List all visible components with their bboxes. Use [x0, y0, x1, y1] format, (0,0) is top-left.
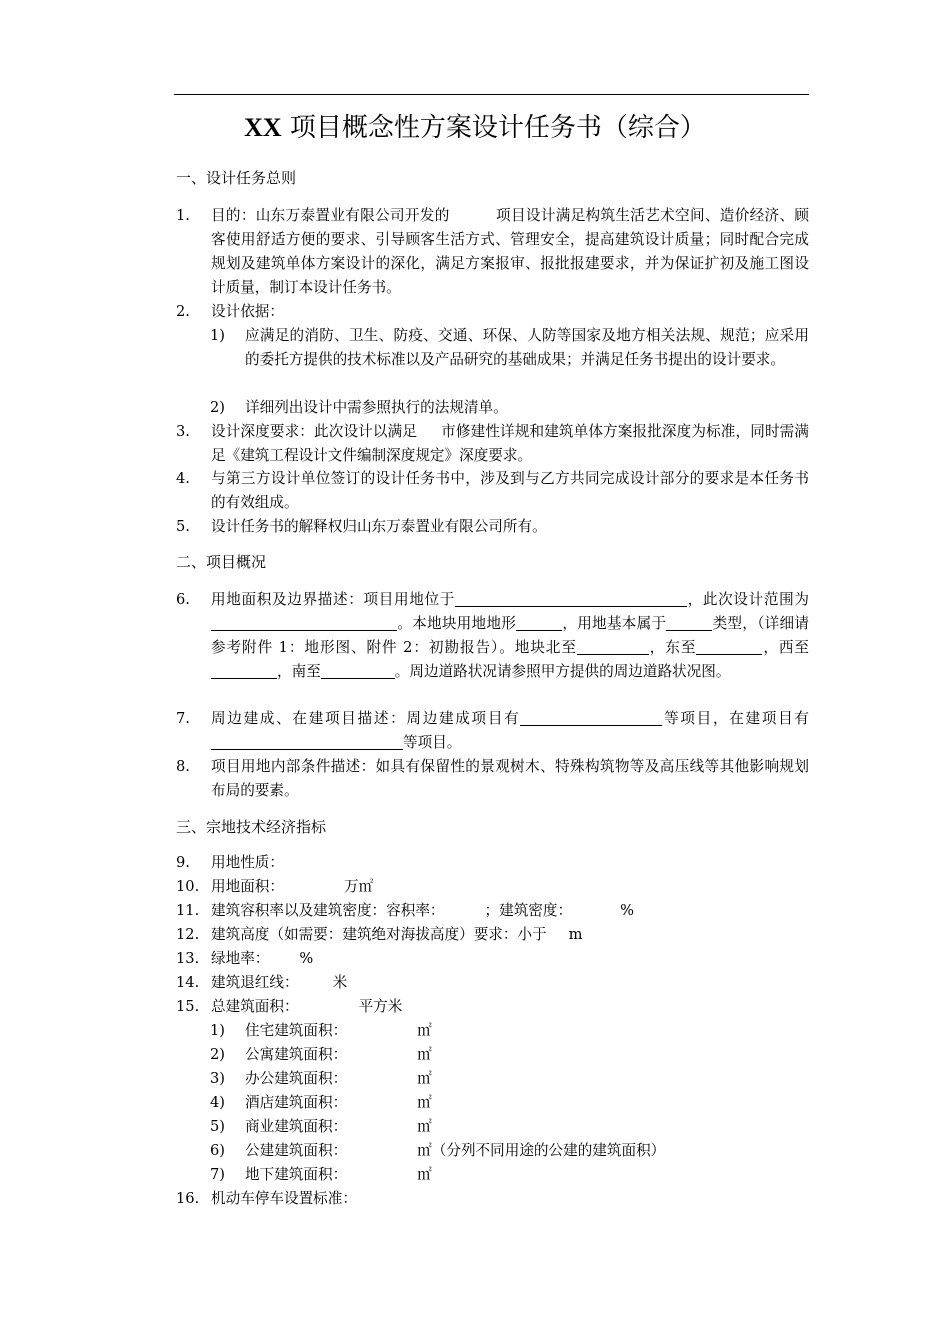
item-text: 机动车停车设置标准： [211, 1190, 357, 1207]
item-text: 用地面积及边界描述：项目用地位于 ，此次设计范围为。本地块用地地形 ，用地基本属于 类型，（详细请参考附件 1：地形图、附件 2：初勘报告）。地块北至 ，东至 ，西至，南至 。周边道路状况请参照甲方提供的周边道路状况图。 [211, 591, 809, 680]
item-text: 用地性质： [211, 854, 284, 871]
fill-blank [211, 613, 397, 631]
sub-item-text: 商业建筑面积： ㎡ [245, 1118, 432, 1135]
fill-blank [696, 637, 762, 655]
sub-item-number: 4) [210, 1094, 225, 1111]
item-number: 14. [176, 974, 200, 991]
item-text: 设计任务书的解释权归山东万泰置业有限公司所有。 [211, 518, 547, 535]
item-number: 13. [176, 950, 200, 967]
sub-item-text: 酒店建筑面积： ㎡ [245, 1094, 432, 1111]
item-number: 1. [176, 207, 190, 224]
item-number: 10. [176, 878, 200, 895]
fill-blank [666, 613, 712, 631]
sub-item-number: 2) [210, 1046, 225, 1063]
item-text: 项目用地内部条件描述：如具有保留性的景观树木、特殊构筑物等及高压线等其他影响规划布局的要素。 [211, 758, 809, 799]
item-number: 3. [176, 423, 190, 440]
item-text: 与第三方设计单位签订的设计任务书中，涉及到与乙方共同完成设计部分的要求是本任务书的有效组成。 [211, 470, 809, 511]
item-number: 5. [176, 518, 190, 535]
fill-blank [520, 708, 662, 726]
document-title [0, 110, 950, 146]
sub-item-number: 1) [210, 1022, 225, 1039]
section-heading-1: 一、设计任务总则 [176, 169, 297, 187]
sub-item-number: 7) [210, 1166, 225, 1183]
item-number: 15. [176, 998, 200, 1015]
item-number: 9. [176, 854, 190, 871]
sub-item-text: 地下建筑面积： ㎡ [245, 1166, 432, 1183]
sub-item-number: 2) [210, 399, 225, 416]
sub-item-text: 详细列出设计中需参照执行的法规清单。 [245, 399, 508, 416]
title-rest: 项目概念性方案设计任务书（综合） [289, 113, 706, 143]
sub-item-text: 办公建筑面积： ㎡ [245, 1070, 432, 1087]
fill-blank [455, 589, 687, 607]
fill-blank [211, 732, 403, 750]
sub-item-number: 3) [210, 1070, 225, 1087]
fill-blank [211, 661, 277, 679]
item-number: 2. [176, 303, 190, 320]
sub-item-text: 公建建筑面积： ㎡（分列不同用途的公建的建筑面积） [245, 1142, 666, 1159]
sub-item-number: 5) [210, 1118, 225, 1135]
item-text: 总建筑面积： 平方米 [211, 998, 403, 1015]
item-text: 用地面积： 万㎡ [211, 878, 374, 895]
item-text: 周边建成、在建项目描述：周边建成项目有 等项目，在建项目有等项目。 [211, 710, 809, 751]
item-text: 建筑高度（如需要：建筑绝对海拔高度）要求：小于 m [211, 926, 583, 943]
sub-item-text: 住宅建筑面积： ㎡ [245, 1022, 432, 1039]
item-number: 7. [176, 710, 190, 727]
sub-item-number: 6) [210, 1142, 225, 1159]
item-text: 目的：山东万泰置业有限公司开发的 项目设计满足构筑生活艺术空间、造价经济、顾客使用舒适方便的要求、引导顾客生活方式、管理安全，提高建筑设计质量；同时配合完成规划及建筑单体方案设计的深化，满足方案报审、报批报建要求，并为保证扩初及施工图设计质量，制订本设计任务书。 [211, 207, 809, 296]
item-text: 绿地率： % [211, 950, 314, 967]
sub-item-text: 公寓建筑面积： ㎡ [245, 1046, 432, 1063]
item-text: 建筑退红线： 米 [211, 974, 348, 991]
item-text: 设计深度要求：此次设计以满足 市修建性详规和建筑单体方案报批深度为标准，同时需满足《建筑工程设计文件编制深度规定》深度要求。 [211, 423, 809, 464]
fill-blank [577, 637, 649, 655]
sub-item-number: 1) [210, 327, 225, 344]
fill-blank [516, 613, 562, 631]
item-number: 12. [176, 926, 200, 943]
item-text: 设计依据： [211, 303, 284, 320]
section-heading-2: 二、项目概况 [176, 553, 267, 571]
title-bold: XX [244, 113, 282, 142]
item-number: 8. [176, 758, 190, 775]
sub-item-text: 应满足的消防、卫生、防疫、交通、环保、人防等国家及地方相关法规、规范；应采用的委托方提供的技术标准以及产品研究的基础成果；并满足任务书提出的设计要求。 [245, 327, 809, 368]
fill-blank [321, 661, 395, 679]
item-number: 11. [176, 902, 200, 919]
item-text: 建筑容积率以及建筑密度：容积率： ；建筑密度： % [211, 902, 634, 919]
section-heading-3: 三、宗地技术经济指标 [176, 818, 327, 836]
header-rule [174, 94, 809, 95]
item-number: 16. [176, 1190, 200, 1207]
item-number: 6. [176, 591, 190, 608]
item-number: 4. [176, 470, 190, 487]
